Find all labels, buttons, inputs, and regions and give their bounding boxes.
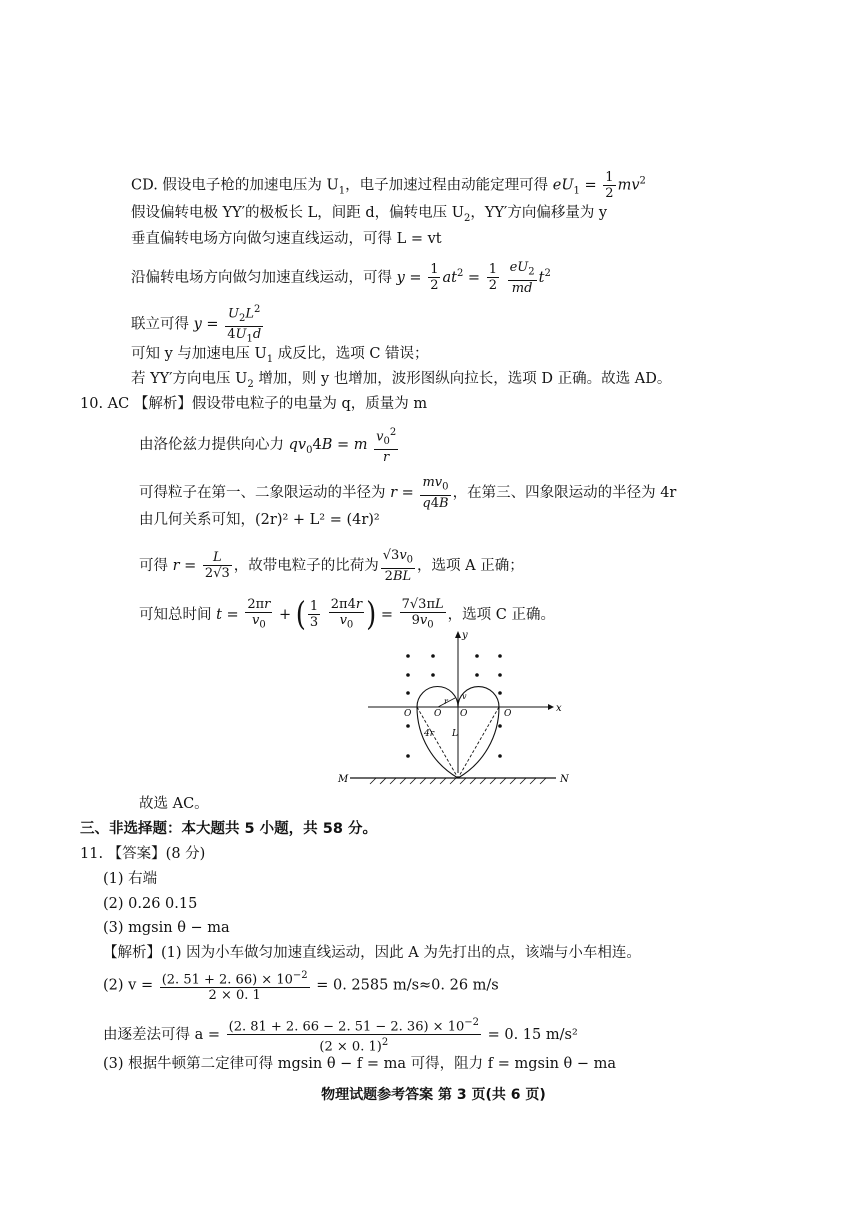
q10-r-result-line: 可得 r = $\frac{L}{2√3}$ ，故带电粒子的比荷为 $\frac{√3v_0}{2BL}$ ，选项 A 正确； [139,548,524,584]
svg-text:v: v [462,692,467,701]
q9-cd-line: CD. 假设电子枪的加速电压为 $U_1$，电子加速过程由动能定理可得 $eU_1$ = $\frac{1}{2}$ $mv^2$ [131,170,646,201]
q9-combine-line: 联立可得 y = $\frac{U_2L^2}{4U_1d}$ [131,304,262,345]
q11-analysis-4: (3) 根据牛顿第二定律可得 mgsin θ − f = ma 可得，阻力 f = mgsin θ − ma [103,1056,617,1072]
svg-text:4r: 4r [424,729,435,739]
section3-title: 三、非选择题：本大题共 5 小题，共 58 分。 [80,821,377,837]
field-dots [406,654,502,758]
q11-answer-3: (3) mgsin θ − ma [103,920,230,936]
origin-label: O [460,709,468,719]
q9-assume-line: 假设偏转电极 YY′的极板长 L，间距 d，偏转电压 $U_2$，YY′方向偏移量为 y [131,205,608,224]
svg-text:O: O [504,709,512,719]
q10-choose: 故选 AC。 [139,796,209,812]
svg-text:r: r [444,697,448,706]
axis-x-label: x [556,703,562,714]
q9-conclusion-d: 若 YY′方向电压 $U_2$ 增加，则 y 也增加，波形图纵向拉长，选项 D 正确。故选 AD。 [131,371,672,390]
svg-text:L: L [452,729,458,739]
svg-text:O: O [434,709,442,719]
page-footer: 物理试题参考答案 第 3 页(共 6 页) [321,1087,546,1103]
q11-analysis-1: 【解析】(1) 因为小车做匀加速直线运动，因此 A 为先打出的点，该端与小车相连。 [103,945,641,961]
q9-perp-line: 垂直偏转电场方向做匀速直线运动，可得 L = vt [131,231,442,247]
q10-geometry-line: 由几何关系可知，(2r)² + L² = (4r)² [139,512,380,528]
q11-analysis-3: 由逐差法可得 a = $\frac{(2. 81 + 2. 66 - 2. 51 - 2. 36) \times 10^{-2}}{(2 \times 0. 1)^2}$ = 0. 15 m/s² [103,1017,578,1055]
q10-radius-line: 可得粒子在第一、二象限运动的半径为 r = $\frac{mv_0}{q4B}$ ，在第三、四象限运动的半径为 4r [139,475,677,511]
q10-header: 10. AC 【解析】假设带电粒子的电量为 q，质量为 m [80,396,428,412]
trajectory-diagram [320,628,580,788]
axis-y-label: y [462,630,468,641]
svg-text:O: O [404,709,412,719]
q11-header: 11. 【答案】(8 分) [80,846,206,862]
ground-m-label: M [338,774,349,785]
ground-n-label: N [560,774,569,785]
q11-answer-1: (1) 右端 [103,871,158,887]
q10-time-line: 可知总时间 t = $\frac{2\pi r}{v_0}$ + ( $\frac{1}{3}$ $\frac{2\pi 4r}{v_0}$ ) = $\frac{7√3\pi L}{9v_0}$ ，选项 C 正确。 [139,596,555,634]
q11-answer-2: (2) 0.26 0.15 [103,896,198,912]
q11-analysis-2: (2) v = $\frac{(2. 51 + 2. 66) \times 10^{-2}}{2 \times 0. 1}$ = 0. 2585 m/s≈0. 26 m/s [103,970,499,1004]
q9-along-line: 沿偏转电场方向做匀加速直线运动，可得 y = $\frac{1}{2}$ $at^2$ = $\frac{1}{2}$ $\frac{eU_2}{md}$ $t^2$ [131,260,551,296]
q10-lorentz-line: 由洛伦兹力提供向心力 $qv_04B = m$ $\frac{v_0^2}{r}$ [139,427,397,465]
q9-cd-text: CD. 假设电子枪的加速电压为 U [131,177,339,194]
q9-conclusion-c: 可知 y 与加速电压 $U_1$ 成反比，选项 C 错误； [131,346,429,365]
